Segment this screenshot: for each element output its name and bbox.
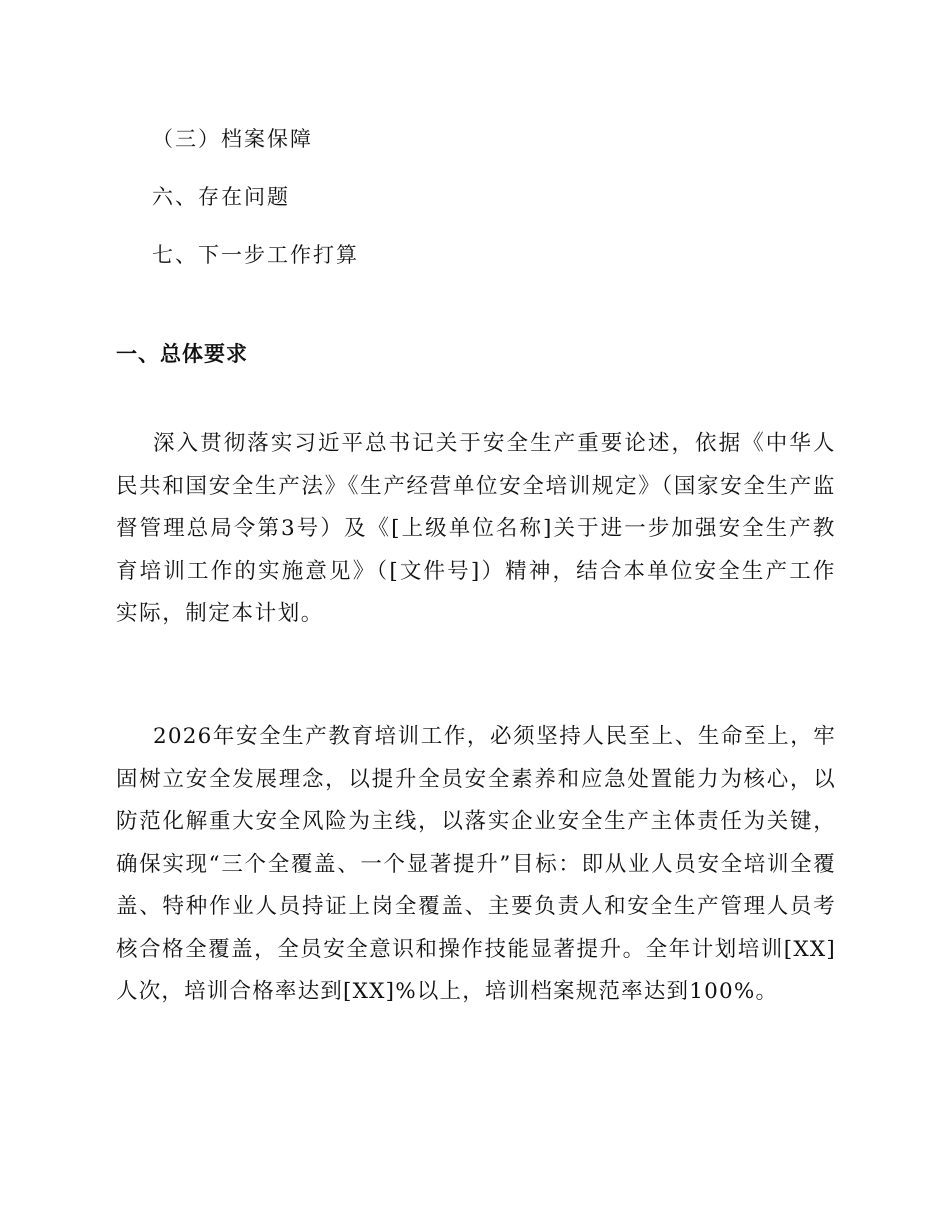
paragraph-goals: 2026年安全生产教育培训工作，必须坚持人民至上、生命至上，牢固树立安全发展理念，以提升全员安全素养和应急处置能力为核心，以防范化解重大安全风险为主线，以落实企业安全生产主体责任为关键，确保实现“三个全覆盖、一个显著提升”目标：即从业人员安全培训全覆盖、特种作业人员持证上岗全覆盖、主要负责人和安全生产管理人员考核合格全覆盖，全员安全意识和操作技能显著提升。全年计划培训[XX]人次，培训合格率达到[XX]%以上，培训档案规范率达到100%。 [116, 724, 836, 1004]
toc-item-existing-problems: 六、存在问题 [152, 185, 290, 209]
toc-item-next-steps: 七、下一步工作打算 [152, 243, 359, 267]
toc-item-archive-guarantee: （三）档案保障 [152, 127, 313, 151]
paragraph-basis: 深入贯彻落实习近平总书记关于安全生产重要论述，依据《中华人民共和国安全生产法》《生产经营单位安全培训规定》（国家安全生产监督管理总局令第3号）及《[上级单位名称]关于进一步加强安全生产教育培训工作的实施意见》（[文件号]）精神，结合本单位安全生产工作实际，制定本计划。 [116, 431, 836, 626]
section-heading-general-requirements: 一、总体要求 [116, 342, 248, 366]
